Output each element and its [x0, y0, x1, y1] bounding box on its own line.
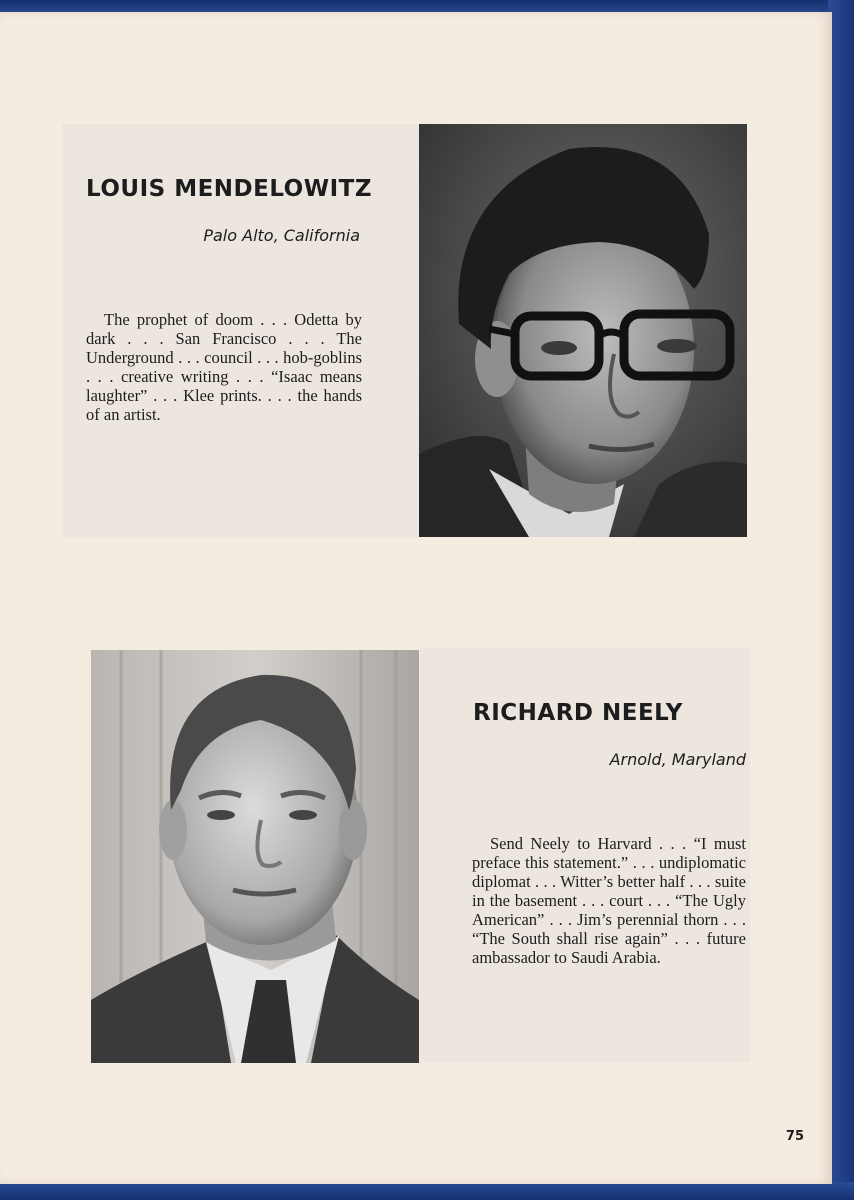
student-portrait-photo: [419, 124, 747, 537]
student-portrait-photo: [91, 650, 419, 1063]
book-cover-bottom-edge: [0, 1182, 854, 1200]
student-bio: The prophet of doom . . . Odetta by dark . . . San Francisco . . . The Underground . . . council . . . hob-goblins . . . creative writing . . . “Isaac means laughter” . . . Klee prints. . . . the hands of an artist.: [86, 310, 362, 424]
page-number: 75: [785, 1129, 804, 1144]
student-bio: Send Neely to Harvard . . . “I must preface this statement.” . . . undiplomatic diplomat . . . Witter’s better half . . . suite in the basement . . . court . . . “The Ugly American” . . . Jim’s perennial thorn . . . “The South shall rise again” . . . future ambassador to Saudi Arabia.: [472, 834, 746, 967]
student-name: RICHARD NEELY: [473, 700, 683, 726]
student-hometown: Arnold, Maryland: [609, 750, 746, 769]
yearbook-page: [0, 12, 832, 1184]
student-name: LOUIS MENDELOWITZ: [86, 176, 373, 202]
student-hometown: Palo Alto, California: [203, 226, 360, 245]
